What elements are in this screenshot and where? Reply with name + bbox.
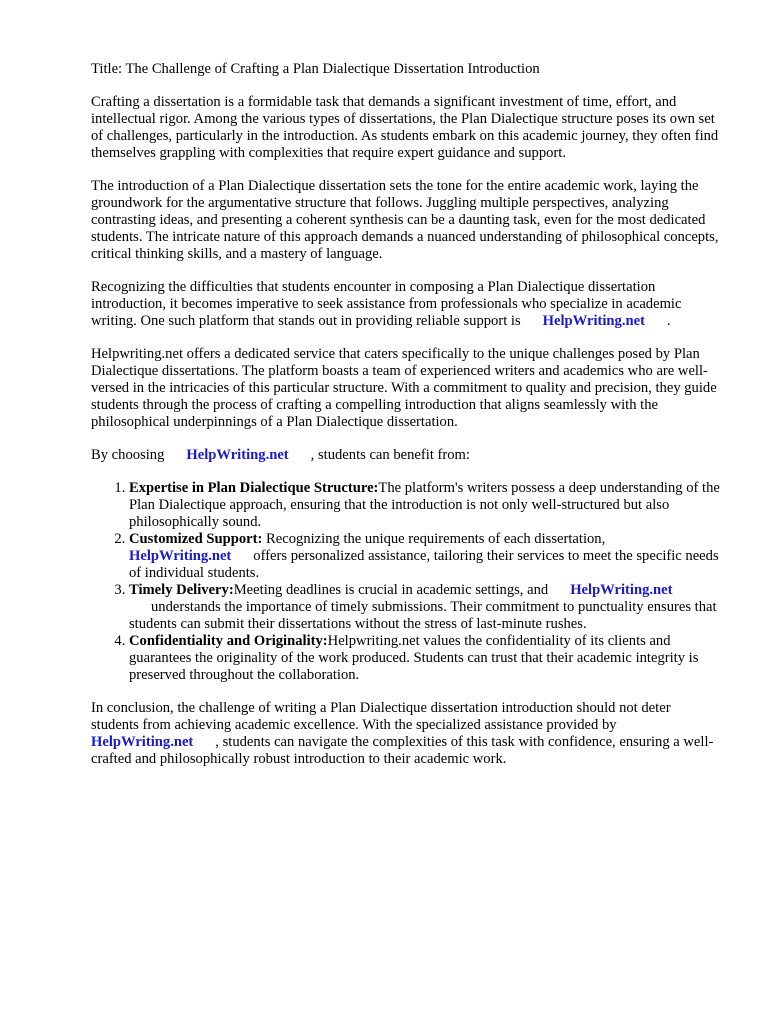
paragraph-conclusion — [91, 700, 721, 768]
list-item — [129, 480, 721, 531]
list-item-text: The platform's writers possess a deep understanding of the Plan Dialectique approach, ensuring that the introduction is not only well-structured but also philosophically sound. — [129, 480, 720, 530]
document-title: Title: The Challenge of Crafting a Plan Dialectique Dissertation Introduction — [91, 61, 540, 77]
paragraph-text: In conclusion, the challenge of writing a Plan Dialectique dissertation introduction should not deter students from achieving academic excellence. With the specialized assistance provided by — [91, 700, 671, 733]
helpwriting-link[interactable]: HelpWriting.net — [129, 548, 232, 564]
paragraph-recognizing — [91, 279, 721, 330]
list-item — [129, 531, 721, 582]
helpwriting-link[interactable]: HelpWriting.net — [91, 734, 194, 750]
paragraph-intro: Crafting a dissertation is a formidable task that demands a significant investment of time, effort, and intellectual rigor. Among the various types of dissertations, the Plan Dialectique structure poses its own set of challenges, particularly in the introduction. As students embark on this academic journey, they often find themselves grappling with complexities that require expert guidance and support. — [91, 94, 719, 161]
document-page — [91, 61, 721, 784]
helpwriting-link[interactable]: HelpWriting.net — [186, 447, 289, 463]
list-item-text: Helpwriting.net values the confidentiality of its clients and guarantees the originality of the work produced. Students can trust that their academic integrity is preserved throughout the collaboration. — [129, 633, 699, 683]
helpwriting-link[interactable]: HelpWriting.net — [570, 582, 673, 598]
paragraph-text: Recognizing the difficulties that students encounter in composing a Plan Dialectique dissertation introduction, it becomes imperative to seek assistance from professionals who specialize in academic writing. One such platform that stands out in providing reliable support is — [91, 279, 682, 329]
paragraph-text: , students can navigate the complexities of this task with confidence, ensuring a well-crafted and philosophically robust introduction to their academic work. — [91, 734, 714, 767]
paragraph-text: . — [666, 313, 671, 329]
list-item-heading: Expertise in Plan Dialectique Structure: — [129, 480, 379, 496]
list-item-heading: Timely Delivery: — [129, 582, 234, 598]
paragraph-plan-dialectique: The introduction of a Plan Dialectique dissertation sets the tone for the entire academic work, laying the groundwork for the argumentative structure that follows. Juggling multiple perspectives, analyzing contrasting ideas, and presenting a coherent synthesis can be a daunting task, even for the most dedicated students. The intricate nature of this approach demands a nuanced understanding of philosophical concepts, critical thinking skills, and a mastery of language. — [91, 178, 719, 262]
list-item-text: Recognizing the unique requirements of each dissertation, — [262, 531, 606, 547]
list-item-text: Meeting deadlines is crucial in academic settings, and — [233, 582, 549, 598]
list-item-heading: Customized Support: — [129, 531, 263, 547]
list-item — [129, 633, 721, 684]
list-item-heading: Confidentiality and Originality: — [129, 633, 328, 649]
list-item-text: offers personalized assistance, tailoring their services to meet the specific needs of individual students. — [129, 548, 719, 581]
paragraph-by-choosing — [91, 447, 721, 464]
benefits-list — [91, 480, 721, 684]
helpwriting-link[interactable]: HelpWriting.net — [542, 313, 645, 329]
paragraph-text: , students can benefit from: — [310, 447, 470, 463]
list-item-text: understands the importance of timely submissions. Their commitment to punctuality ensures that students can submit their dissertations without the stress of last-minute rushes. — [129, 599, 717, 632]
paragraph-text: By choosing — [91, 447, 165, 463]
paragraph-helpwriting-service: Helpwriting.net offers a dedicated service that caters specifically to the unique challenges posed by Plan Dialectique dissertations. The platform boasts a team of experienced writers and academics who are well-versed in the intricacies of this particular structure. With a commitment to quality and precision, they guide students through the process of crafting a compelling introduction that aligns seamlessly with the philosophical underpinnings of a Plan Dialectique dissertation. — [91, 346, 717, 430]
list-item — [129, 582, 721, 633]
